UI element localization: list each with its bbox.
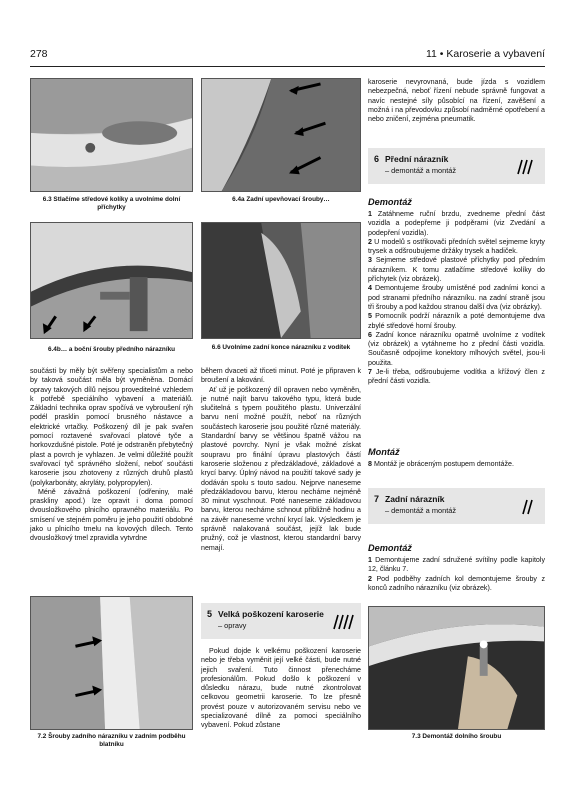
- caption-6-4a: 6.4a Zadní upevňovací šrouby…: [232, 196, 330, 203]
- difficulty-wrench-icon: [331, 611, 355, 631]
- list-item: 8 Montáž je obráceným postupem demontáže.: [368, 460, 514, 468]
- paragraph: součásti by měly být svěřeny specialistům a nebo by taková součást měla být vyměněna. Domácí opravy takových dílů nejsou proveditelné vzhledem k potřebě speciálního vybavení a materiálů. Základní technika oprav spočívá ve vybroušení rýh podél prasklin pomocí brusného nástavce a elektrické vrtačky. Poškozený díl je pak svařen pomocí roztavené svařovací platové tyče a horkovzdušné pistole. Poté je odstraněn přebytečný plast a povrch je vyhlazen. Je velmi důležité použít svařovací tyč správného složení, neboť součásti karoserie jsou zhotoveny z různých druhů plastů (polykarbonáty, akryláty, polypropylen).: [30, 367, 193, 487]
- montaz-list: [368, 460, 545, 469]
- photo-6-6: [201, 222, 361, 339]
- montaz-heading: Montáž: [368, 447, 400, 457]
- column-3-top-text: [368, 78, 545, 124]
- demontaz-heading-6: Demontáž: [368, 197, 412, 207]
- demontaz-list-7: [368, 556, 545, 593]
- paragraph: Ať už je poškozený díl opraven nebo vyměněn, je nutné najít barvu takového typu, která bude slučitelná s typem použitého plastu. Univerzální barvu není možné použít, neboť na různých součástech karoserie jsou použité různé materiály. Standardní barvy se většinou špatně vážou na plastové povrchy. Nyní je však možné získat soupravu pro finální úpravu plastových částí karoserie složenou z předzákladové, základové a krycí barvy. Úplný návod na použití takové sady je dodáván spolu s touto sadou. Nejprve naneseme předzákladovou barvu, kterou necháme nejméně 30 minut vyschnout. Poté naneseme základovou barvu, kterou necháme schnout přibližně hodinu a na závěr naneseme vrchní krycí lak. Výsledkem je správně nalakovaná součást, jejíž lak bude pružný, což je vlastnost, kterou standardní barvy nemají.: [201, 385, 361, 552]
- chapter-title: 11 • Karoserie a vybavení: [425, 48, 545, 60]
- column-2-bottom-text: [201, 647, 361, 731]
- section-7-heading: [368, 488, 545, 524]
- section-title: Přední nárazník: [385, 154, 449, 164]
- photo-6-4b: [30, 222, 193, 339]
- caption-7-2: 7.2 Šrouby zadního nárazníku v zadním podběhu blatníku: [37, 733, 186, 748]
- column-2-text: [201, 367, 361, 553]
- page-number: 278: [30, 48, 48, 60]
- section-title: Zadní nárazník: [385, 494, 445, 504]
- list-item: 1 Demontujeme zadní sdružené svítilny podle kapitoly 12, článku 7.: [368, 556, 545, 574]
- paragraph: karoserie nevyrovnaná, bude jízda s vozidlem nebezpečná, neboť řízení nebude správně fungovat a navíc nestejné síly působící na řízení, zavěšení a možná i na převodovku způsobí nadměrné opotřebení a nebo zničení, zejména pneumatik.: [368, 78, 545, 124]
- caption-6-4b: 6.4b… a boční šrouby předního nárazníku: [47, 346, 176, 353]
- section-subtitle: – demontáž a montáž: [385, 506, 457, 515]
- list-item: 7 Je-li třeba, odšroubujeme vodítka a křížový člen z přední části vozidla.: [368, 368, 545, 386]
- photo-7-3: [368, 606, 545, 730]
- section-number: 5: [207, 609, 213, 619]
- list-item: 1 Zatáhneme ruční brzdu, zvedneme přední část vozidla a podepřeme ji podpěrami (viz Zvedání a podepření vozidla).: [368, 210, 545, 237]
- section-number: 6: [374, 154, 380, 164]
- section-5-heading: [201, 603, 361, 639]
- section-subtitle: – opravy: [218, 621, 247, 630]
- list-item: 3 Sejmeme středové plastové příchytky pod předním nárazníkem. K tomu zatlačíme středové kolíky do příchytek (viz obrázek).: [368, 256, 545, 284]
- list-item: 6 Zadní konce nárazníku opatrně uvolníme z vodítek (viz obrázek) a vytáhneme ho z přední části vozidla. Současně odpojíme konektory mlhových světel, jsou-li použita.: [368, 330, 545, 367]
- page-header: [30, 48, 545, 68]
- paragraph: během dvaceti až třiceti minut. Poté je připraven k broušení a lakování.: [201, 367, 361, 385]
- difficulty-wrench-icon: [515, 156, 539, 176]
- section-title: Velká poškození karoserie: [218, 609, 324, 619]
- header-divider: [30, 66, 545, 67]
- photo-6-4a: [201, 78, 361, 192]
- paragraph: Méně závažná poškození (odřeniny, malé praskliny apod.) lze opravit i doma pomocí dvousložkového plnicího opravného materiálu. Po smísení ve stejném poměru je jeho použití obdobné jako u plnicího tmelu na kovových dílech. Tento dvousložkový tmel zpravidla vytvrdne: [30, 487, 193, 543]
- photo-7-2: [30, 596, 193, 730]
- photo-6-3: [30, 78, 193, 192]
- column-1-text: [30, 367, 193, 544]
- demontaz-list-6: [368, 210, 545, 387]
- section-subtitle: – demontáž a montáž: [385, 166, 457, 175]
- caption-6-6: 6.6 Uvolníme zadní konce nárazníku z vodítek: [211, 344, 351, 351]
- section-number: 7: [374, 494, 380, 504]
- list-item: 2 U modelů s ostřikovači předních světel sejmeme kryty trysek a odšroubujeme držáky trysek a hadiček.: [368, 237, 545, 256]
- caption-6-3: 6.3 Stlačíme středové kolíky a uvolníme dolní příchytky: [42, 196, 181, 211]
- list-item: 2 Pod podběhy zadních kol demontujeme šrouby z konců zadního nárazníku (viz obrázek).: [368, 574, 545, 592]
- list-item: 4 Demontujeme šrouby umístěné pod zadními konci a pod stranami předního nárazníku. na zadní straně jsou tři šrouby a pod každou stranou další dva (viz obrázky).: [368, 284, 545, 311]
- caption-7-3: 7.3 Demontáž dolního šroubu: [411, 733, 502, 740]
- difficulty-wrench-icon: [515, 496, 539, 516]
- demontaz-heading-7: Demontáž: [368, 543, 412, 553]
- list-item: 5 Pomocník podrží nárazník a poté demontujeme dva zbylé středové horní šrouby.: [368, 312, 545, 330]
- section-6-heading: [368, 148, 545, 184]
- paragraph: Pokud dojde k velkému poškození karoserie nebo je třeba vyměnit její velké části, bude nutné jejich svaření. Tuto činnost přenecháme profesionálům. Pokud došlo k poškození v důsledku nárazu, bude nutné zkontrolovat celkovou geometrii karoserie. To lze přesně provést pouze v autorizovaném servisu nebo ve specializované dílně za pomoci speciálního vybavení. Pokud zůstane: [201, 647, 361, 730]
